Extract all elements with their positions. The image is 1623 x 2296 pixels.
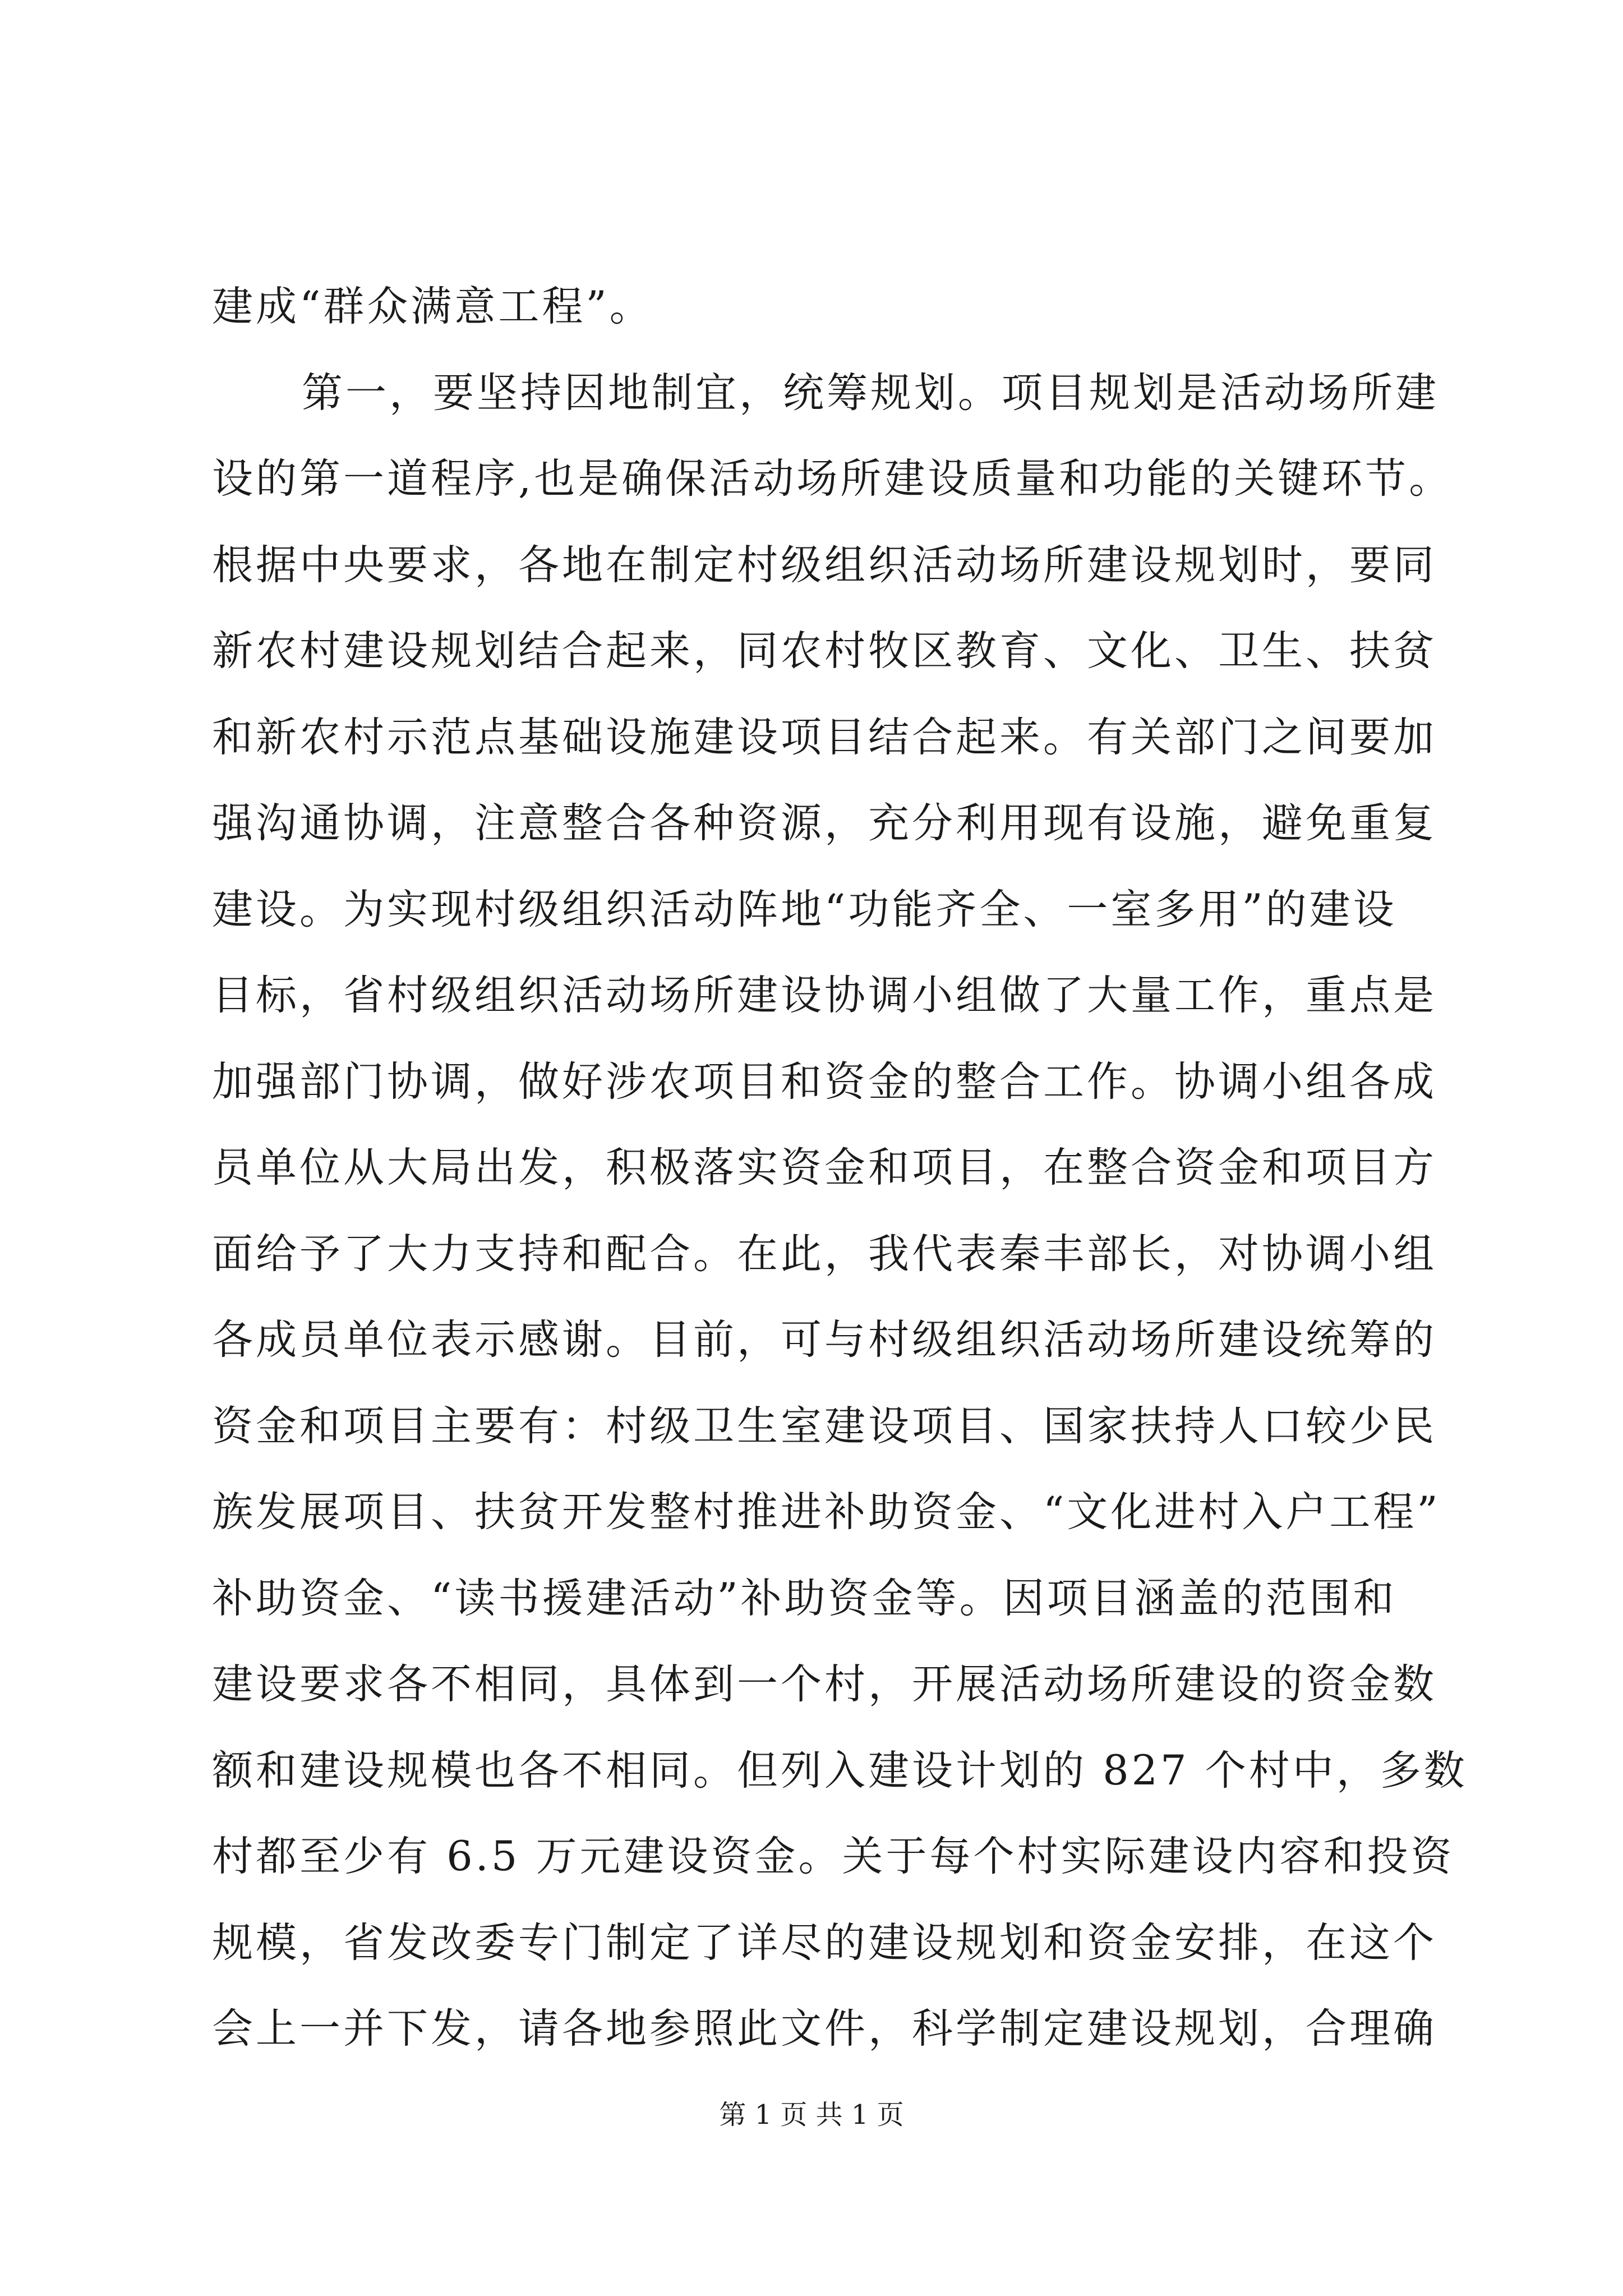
text-line: 建设。为实现村级组织活动阵地“功能齐全、一室多用”的建设 [212,885,1397,933]
text-line: 建成“群众满意工程”。 [212,283,653,330]
text-line: 加强部门协调，做好涉农项目和资金的整合工作。协调小组各成 [212,1057,1437,1106]
text-line: 额和建设规模也各不相同。但列入建设计划的 827 个村中，多数 [212,1746,1468,1795]
text-line: 目标，省村级组织活动场所建设协调小组做了大量工作，重点是 [212,972,1437,1019]
page-number-footer: 第 1 页 共 1 页 [719,2099,904,2131]
text-line: 各成员单位表示感谢。目前，可与村级组织活动场所建设统筹的 [212,1316,1437,1364]
text-line: 员单位从大局出发，积极落实资金和项目，在整合资金和项目方 [212,1144,1437,1191]
text-line: 会上一并下发，请各地参照此文件，科学制定建设规划，合理确 [212,2005,1437,2053]
document-body [212,264,1468,2072]
text-line: 村都至少有 6.5 万元建设资金。关于每个村实际建设内容和投资 [212,1833,1455,1880]
text-line: 建设要求各不相同，具体到一个村，开展活动场所建设的资金数 [212,1660,1437,1708]
text-line: 族发展项目、扶贫开发整村推进补助资金、“文化进村入户工程” [212,1488,1441,1536]
text-line: 补助资金、“读书援建活动”补助资金等。因项目涵盖的范围和 [212,1574,1397,1622]
text-line: 设的第一道程序,也是确保活动场所建设质量和功能的关键环节。 [212,455,1453,503]
text-line: 规模，省发改委专门制定了详尽的建设规划和资金安排，在这个 [212,1918,1437,1967]
paragraph-first-line: 第一，要坚持因地制宜，统筹规划。项目规划是活动场所建 [302,369,1439,417]
text-line: 和新农村示范点基础设施建设项目结合起来。有关部门之间要加 [212,713,1437,761]
text-line: 资金和项目主要有：村级卫生室建设项目、国家扶持人口较少民 [212,1402,1437,1450]
text-line: 面给予了大力支持和配合。在此，我代表秦丰部长，对协调小组 [212,1230,1437,1278]
text-line: 新农村建设规划结合起来，同农村牧区教育、文化、卫生、扶贫 [212,627,1437,675]
text-line: 根据中央要求，各地在制定村级组织活动场所建设规划时，要同 [212,541,1437,589]
text-line: 强沟通协调，注意整合各种资源，充分利用现有设施，避免重复 [212,799,1437,847]
